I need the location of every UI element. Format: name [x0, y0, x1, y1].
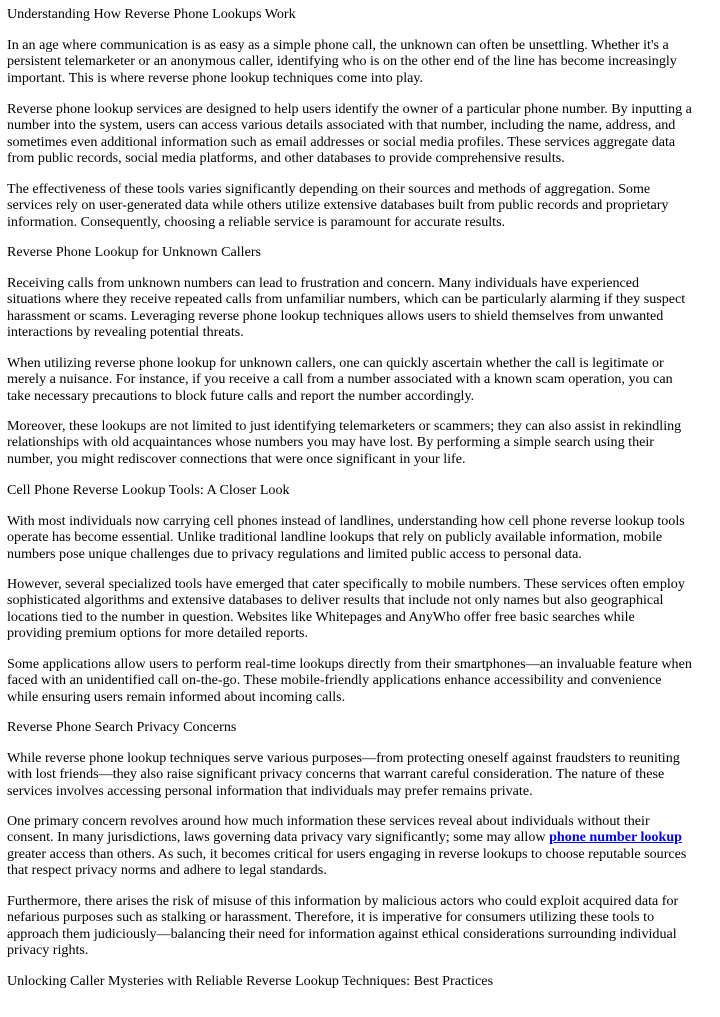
line-text: merely a nuisance. For instance, if you receive a call from a number associated with a known scam operation, you can — [7, 371, 673, 388]
text-line — [7, 813, 715, 829]
text-line — [7, 451, 715, 467]
paragraph — [7, 355, 715, 404]
line-text: Unlocking Caller Mysteries with Reliable Reverse Lookup Techniques: Best Practices — [7, 973, 494, 989]
line-text: services rely on user-generated data while others utilize extensive databases built from public records and proprietary — [7, 197, 669, 214]
section-heading — [7, 719, 715, 735]
text-line — [7, 214, 715, 230]
text-line — [7, 418, 715, 434]
text-line — [7, 197, 715, 213]
text-line — [7, 308, 715, 324]
line-text: interactions by revealing potential threats. — [7, 324, 244, 341]
paragraph — [7, 576, 715, 642]
text-line — [7, 324, 715, 340]
line-text: numbers pose unique challenges due to privacy regulations and limited public access to personal data. — [7, 545, 582, 562]
line-text: Moreover, these lookups are not limited to just identifying telemarketers or scammers; they can also assist in rekindling — [7, 418, 682, 434]
text-line — [7, 388, 715, 404]
text-line — [7, 609, 715, 625]
line-text: When utilizing reverse phone lookup for unknown callers, one can quickly ascertain whether the call is legitimate or — [7, 355, 664, 371]
text-line — [7, 672, 715, 688]
section-heading — [7, 973, 715, 989]
text-line — [7, 893, 715, 909]
text-line — [7, 719, 715, 735]
paragraph — [7, 513, 715, 562]
paragraph — [7, 275, 715, 341]
line-text: harassment or scams. Leveraging reverse phone lookup techniques allows users to shield themselves from unwanted — [7, 307, 664, 324]
line-text: Receiving calls from unknown numbers can lead to frustration and concern. Many individuals have experienced — [7, 275, 640, 291]
line-text: privacy rights. — [7, 942, 89, 959]
line-text: consent. In many jurisdictions, laws governing data privacy vary significantly; some may allow — [7, 829, 550, 846]
paragraph — [7, 656, 715, 705]
line-text: nefarious purposes such as stalking or harassment. Therefore, it is imperative for consumers utilizing these tools to — [7, 909, 655, 926]
text-line — [7, 926, 715, 942]
line-text: With most individuals now carrying cell phones instead of landlines, understanding how cell phone reverse lookup tools — [7, 513, 685, 529]
line-text: One primary concern revolves around how much information these services reveal about individuals without their — [7, 813, 650, 829]
text-line — [7, 101, 715, 117]
line-text: situations where they receive repeated calls from unfamiliar numbers, which can be particularly alarming if they suspect — [7, 291, 686, 308]
text-line — [7, 625, 715, 641]
line-text: locations tied to the number in question. Websites like Whitepages and AnyWho offer free basic searches while — [7, 608, 635, 625]
text-line — [7, 6, 715, 22]
line-text: providing premium options for more detailed reports. — [7, 625, 308, 642]
text-line — [7, 291, 715, 307]
line-text: take necessary precautions to block future calls and report the number accordingly. — [7, 387, 475, 404]
line-text: Reverse Phone Search Privacy Concerns — [7, 719, 237, 735]
line-text: services involves accessing personal information that individuals may prefer remains private. — [7, 782, 533, 799]
text-line — [7, 862, 715, 878]
text-line — [7, 150, 715, 166]
text-line — [7, 371, 715, 387]
line-text: important. This is where reverse phone lookup techniques come into play. — [7, 69, 424, 86]
line-text: persistent telemarketer or an anonymous caller, identifying who is on the other end of the line has become increasingly — [7, 53, 677, 70]
text-line — [7, 766, 715, 782]
line-text: number, you might rediscover connections that were once significant in your life. — [7, 450, 466, 467]
text-line — [7, 513, 715, 529]
text-line — [7, 576, 715, 592]
paragraph — [7, 101, 715, 167]
text-line — [7, 70, 715, 86]
section-heading — [7, 244, 715, 260]
text-line — [7, 482, 715, 498]
text-line — [7, 37, 715, 53]
text-line — [7, 529, 715, 545]
line-text: In an age where communication is as easy as a simple phone call, the unknown can often be unsettling. Whether it's a — [7, 37, 669, 53]
text-line — [7, 134, 715, 150]
line-text: sophisticated algorithms and extensive databases to deliver results that include not only names but also geographical — [7, 592, 664, 609]
text-line — [7, 592, 715, 608]
text-line — [7, 275, 715, 291]
line-text: with lost friends—they also raise significant privacy concerns that warrant careful consideration. The nature of these — [7, 766, 665, 783]
text-line — [7, 355, 715, 371]
line-text: while ensuring users remain informed about incoming calls. — [7, 688, 346, 705]
text-line — [7, 117, 715, 133]
section-heading — [7, 482, 715, 498]
paragraph — [7, 418, 715, 467]
line-text: information. Consequently, choosing a reliable service is paramount for accurate results. — [7, 213, 506, 230]
line-text: approach them judiciously—balancing their need for information against ethical considerations surrounding individual — [7, 925, 677, 942]
line-text: However, several specialized tools have emerged that cater specifically to mobile numbers. These services often employ — [7, 576, 685, 592]
paragraph — [7, 750, 715, 799]
line-text: Reverse phone lookup services are designed to help users identify the owner of a particular phone number. By inputting a — [7, 101, 692, 117]
text-line — [7, 434, 715, 450]
line-text: relationships with old acquaintances whose numbers you may have lost. By performing a simple search using their — [7, 434, 654, 451]
line-text: Some applications allow users to perform real-time lookups directly from their smartphones—an invaluable feature when — [7, 656, 692, 672]
text-line — [7, 244, 715, 260]
line-text: greater access than others. As such, it becomes critical for users engaging in reverse lookups to choose reputable sources — [7, 845, 687, 862]
line-text: operate has become essential. Unlike traditional landline lookups that rely on publicly available information, mobile — [7, 529, 663, 546]
section-heading — [7, 6, 715, 22]
line-text: faced with an unidentified call on-the-go. These mobile-friendly applications enhance accessibility and convenience — [7, 672, 662, 689]
line-text: Cell Phone Reverse Lookup Tools: A Closer Look — [7, 482, 290, 498]
paragraph — [7, 181, 715, 230]
text-line — [7, 909, 715, 925]
paragraph — [7, 37, 715, 86]
line-text: number into the system, users can access various details associated with that number, including the name, address, and — [7, 117, 676, 134]
line-text: sometimes even additional information such as email addresses or social media profiles. These services aggregate data — [7, 133, 676, 150]
paragraph — [7, 893, 715, 959]
text-line — [7, 546, 715, 562]
phone-number-lookup-link[interactable]: phone number lookup — [549, 829, 682, 846]
text-line — [7, 846, 715, 862]
text-line — [7, 181, 715, 197]
line-text: The effectiveness of these tools varies significantly depending on their sources and methods of aggregation. Some — [7, 181, 651, 197]
text-line — [7, 53, 715, 69]
line-text: While reverse phone lookup techniques serve various purposes—from protecting oneself against fraudsters to reuniting — [7, 750, 680, 766]
text-line — [7, 750, 715, 766]
text-line — [7, 829, 715, 845]
line-text: Reverse Phone Lookup for Unknown Callers — [7, 244, 262, 260]
paragraph — [7, 813, 715, 879]
line-text: Furthermore, there arises the risk of misuse of this information by malicious actors who could exploit acquired data for — [7, 893, 679, 909]
text-line — [7, 656, 715, 672]
text-line — [7, 783, 715, 799]
line-text: that respect privacy norms and adhere to legal standards. — [7, 862, 327, 879]
text-line — [7, 689, 715, 705]
text-line — [7, 973, 715, 989]
line-text: from public records, social media platforms, and other databases to provide comprehensive results. — [7, 150, 565, 167]
text-line — [7, 942, 715, 958]
line-text: Understanding How Reverse Phone Lookups Work — [7, 6, 296, 22]
